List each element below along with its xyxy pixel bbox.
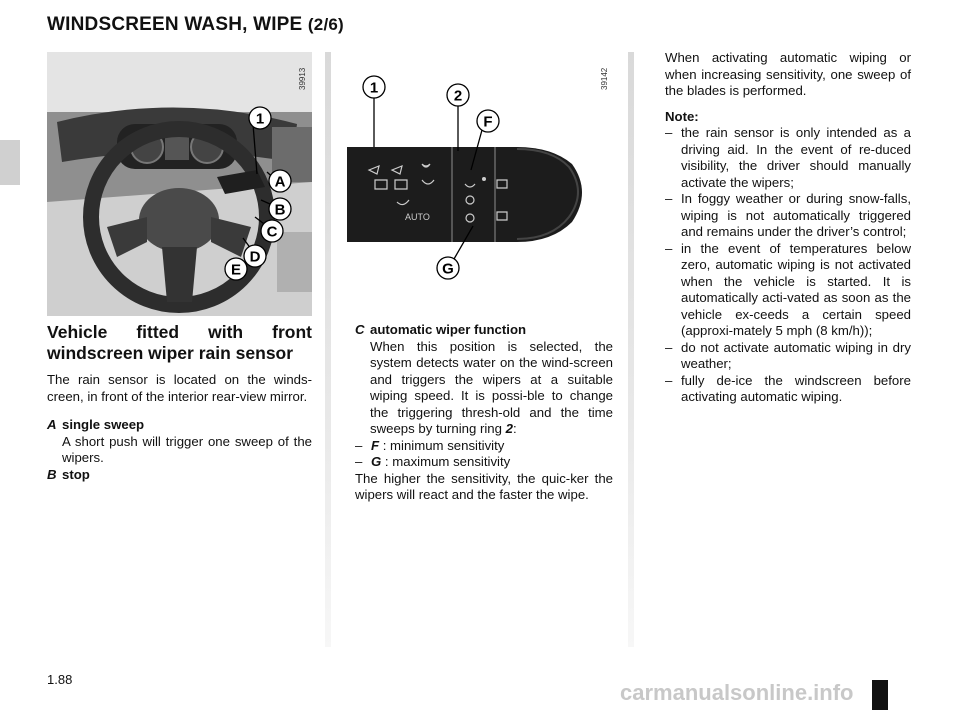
- definition-A-key: A: [47, 417, 57, 432]
- definition-A-desc: A short push will trigger one sweep of the wipers.: [62, 433, 312, 465]
- title-main: WINDSCREEN WASH, WIPE: [47, 14, 303, 35]
- fig2-label-1: 1: [369, 79, 379, 97]
- activation-intro: When activating automatic wiping or when increasing sensitivity, one sweep of the blades is performed.: [665, 50, 911, 98]
- fig1-label-D: D: [249, 248, 261, 266]
- sensitivity-G-text: : maximum sensitivity: [381, 454, 511, 469]
- section-heading: Vehicle fitted with front windscreen wiper rain sensor: [47, 322, 312, 363]
- definition-C-term: automatic wiper function: [370, 322, 527, 337]
- sensitivity-F: [355, 438, 613, 455]
- fig1-ref-number: 39913: [298, 67, 307, 90]
- fig1-label-1: 1: [255, 110, 265, 128]
- note-item: – fully de-ice the windscreen before activating automatic wiping.: [665, 373, 911, 406]
- sensitivity-G: [355, 454, 613, 471]
- definition-B-key: B: [47, 466, 57, 482]
- column-divider-1: [325, 52, 331, 647]
- wiper-stalk-illustration: [347, 52, 615, 316]
- note-item: – the rain sensor is only intended as a driving aid. In the event of re-duced visibility, the driver should manually activate the wipers;: [665, 125, 911, 191]
- definition-C-key: C: [355, 322, 365, 337]
- fig2-label-F: F: [483, 113, 493, 131]
- definition-B: [47, 467, 312, 484]
- fig1-label-E: E: [230, 261, 242, 279]
- sensitivity-G-key: G: [371, 454, 382, 469]
- sensitivity-F-text: : minimum sensitivity: [379, 437, 505, 453]
- fig2-ref-number: 39142: [600, 67, 609, 90]
- column-1-text: [47, 322, 312, 483]
- note-item: – In foggy weather or during snow-falls, wiping is not automatically triggered and remains under the driver’s control;: [665, 191, 911, 241]
- page-number: 1.88: [47, 672, 73, 687]
- note-item: – in the event of temperatures below zero, automatic wiping is not activated when the vehicle is started. It is automatically acti-vated as soon as the vehicle ex-ceeds a certain speed (approxi-mately 5 mph (8 km/h));: [665, 241, 911, 340]
- ring-ref: 2: [505, 421, 513, 436]
- fig2-label-2: 2: [453, 87, 463, 105]
- column-3-text: [665, 50, 911, 406]
- fig1-label-B: B: [274, 201, 286, 219]
- definition-B-term: stop: [62, 466, 90, 482]
- column-divider-2: [628, 52, 634, 647]
- sensitivity-F-key: F: [371, 437, 380, 453]
- sensitivity-closing: The higher the sensitivity, the quic-ker the wipers will react and the faster the wipe.: [355, 470, 613, 502]
- note-label: Note:: [665, 108, 699, 124]
- stalk-auto-marking: AUTO: [405, 212, 430, 222]
- rain-sensor-intro: The rain sensor is located on the winds-creen, in front of the interior rear-view mirror.: [47, 372, 312, 404]
- definition-C-desc-text: When this position is selected, the system detects water on the wind-screen and triggers the wipers at a suitable wiping speed. It is possi-ble to change the triggering thresh-old and the time sweeps by turning ring: [370, 338, 613, 436]
- page-corner-marker: [872, 680, 888, 710]
- definition-C-desc-colon: :: [512, 421, 517, 436]
- watermark: carmanualsonline.info: [620, 680, 854, 705]
- title-suffix: (2/6): [307, 15, 344, 34]
- wiper-stalk-figure: [347, 52, 615, 316]
- definition-A: [47, 417, 312, 467]
- steering-wheel-illustration: [47, 52, 312, 316]
- fig2-label-G: G: [442, 260, 454, 278]
- section-tab-marker: [0, 140, 20, 185]
- definition-C-desc: [370, 339, 613, 438]
- fig1-label-A: A: [274, 173, 286, 191]
- steering-wheel-figure: [47, 52, 312, 316]
- note-item: – do not activate automatic wiping in dry weather;: [665, 340, 911, 373]
- definition-C: [355, 322, 613, 438]
- column-2-text: [355, 322, 613, 504]
- note-list: [665, 125, 911, 406]
- definition-A-term: single sweep: [62, 417, 145, 432]
- fig1-label-C: C: [266, 223, 278, 241]
- page-title: [47, 14, 344, 36]
